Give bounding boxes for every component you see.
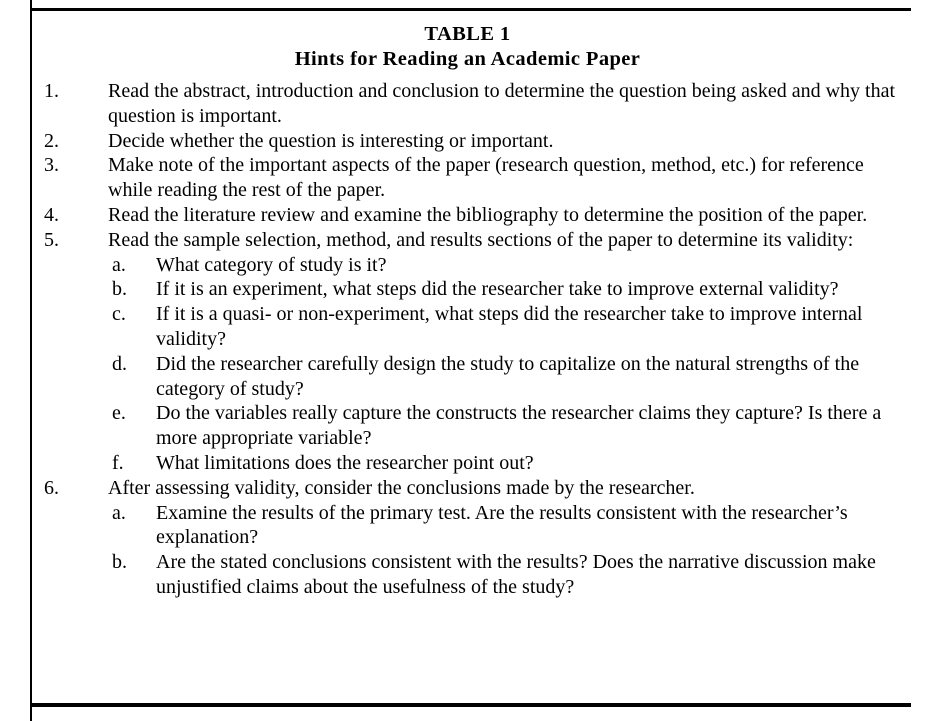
table-caption: Hints for Reading an Academic Paper: [294, 48, 641, 70]
bottom-horizontal-rule: [30, 703, 911, 707]
list-marker: f.: [112, 451, 124, 474]
list-item: [108, 277, 897, 302]
table-title: [38, 22, 897, 72]
list-item-text: Are the stated conclusions consistent with the results? Does the narrative discussion make unjustified claims about the usefulness of the study?: [156, 551, 876, 598]
list-marker: b.: [112, 551, 127, 574]
list-item: [38, 129, 897, 154]
list-marker: 3.: [44, 154, 59, 177]
list-item-text: If it is an experiment, what steps did the researcher take to improve external validity?: [156, 278, 839, 301]
list-marker: a.: [112, 253, 126, 276]
list-item: [108, 550, 897, 600]
list-marker: 1.: [44, 80, 59, 102]
list-item-text: Read the literature review and examine the bibliography to determine the position of the paper.: [108, 203, 868, 226]
list-marker: a.: [112, 501, 126, 524]
list-item: [108, 253, 897, 278]
list-item-text: If it is a quasi- or non-experiment, what steps did the researcher take to improve internal validity?: [156, 303, 863, 350]
list-item: [108, 302, 897, 352]
list-item-text: Do the variables really capture the constructs the researcher claims they capture? Is there a more appropriate variable?: [156, 402, 882, 450]
list-item-text: Decide whether the question is interesting or important.: [108, 129, 554, 152]
list-item: [108, 451, 897, 476]
sublist: [108, 253, 897, 476]
list-marker: 6.: [44, 476, 59, 499]
list-item: [38, 228, 897, 476]
list-item-text: Did the researcher carefully design the study to capitalize on the natural strengths of the category of study?: [156, 352, 860, 400]
list-item-text: Read the abstract, introduction and conclusion to determine the question being asked and why that question is important.: [108, 80, 896, 127]
list-marker: b.: [112, 278, 127, 301]
list-marker: e.: [112, 402, 126, 425]
list-marker: d.: [112, 352, 127, 375]
list-item-text: Examine the results of the primary test. Are the results consistent with the researcher’s explanation?: [156, 501, 848, 549]
list-item-text: What category of study is it?: [156, 253, 387, 276]
hints-list: [38, 79, 897, 600]
list-item: [108, 352, 897, 402]
top-horizontal-rule: [30, 8, 911, 11]
list-item: [38, 476, 897, 600]
list-item: [38, 79, 897, 129]
list-item: [38, 153, 897, 203]
list-item-text: Read the sample selection, method, and results sections of the paper to determine its validity:: [108, 228, 854, 251]
list-item-text: After assessing validity, consider the conclusions made by the researcher.: [108, 476, 695, 499]
list-marker: 5.: [44, 228, 59, 251]
list-item-text: What limitations does the researcher point out?: [156, 451, 534, 474]
list-marker: c.: [112, 303, 126, 326]
table-number: TABLE 1: [424, 23, 511, 45]
list-item: [108, 501, 897, 551]
list-item: [38, 203, 897, 228]
list-marker: 4.: [44, 203, 59, 226]
list-item: [108, 401, 897, 451]
sublist: [108, 501, 897, 600]
list-marker: 2.: [44, 129, 59, 152]
list-item-text: Make note of the important aspects of the paper (research question, method, etc.) for reference while reading the rest of the paper.: [108, 154, 864, 202]
table-content: [32, 14, 911, 701]
